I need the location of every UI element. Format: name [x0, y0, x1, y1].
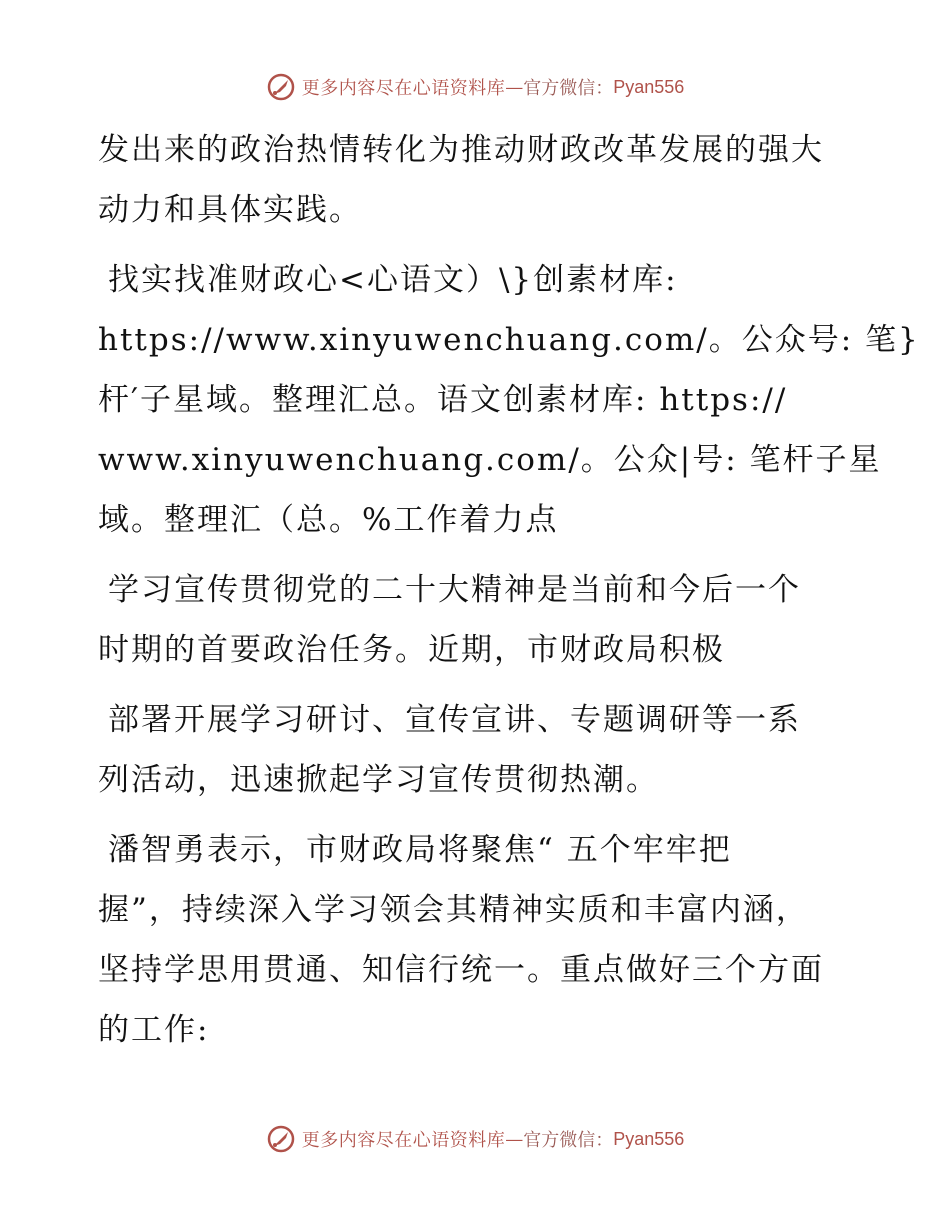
- text-line: 域。整理汇（总。%工作着力点: [98, 502, 559, 538]
- header-banner-main: 更多内容尽在心语资料库: [301, 78, 506, 99]
- text-line: 潘智勇表示，市财政局将聚焦“ 五个牢牢把: [108, 832, 732, 868]
- header-banner-wechat-id: Pyan556: [613, 76, 685, 97]
- header-banner-dash: —: [505, 76, 524, 98]
- text-line: 握”，持续深入学习领会其精神实质和丰富内涵，: [98, 892, 809, 928]
- text-line: 坚持学思用贯通、知信行统一。重点做好三个方面: [98, 952, 824, 988]
- text-line: 杆′子星域。整理汇总。语文创素材库: https://: [98, 382, 788, 418]
- paragraph-3: [98, 560, 858, 680]
- text-line: 动力和具体实践。: [98, 192, 362, 228]
- paragraph-1: [98, 120, 858, 240]
- footer-banner-sub: 官方微信：: [523, 1130, 614, 1151]
- text-line: 列活动，迅速掀起学习宣传贯彻热潮。: [98, 762, 659, 798]
- paragraph-5: [98, 820, 858, 1060]
- page-footer-banner: [0, 1124, 950, 1154]
- text-line: 学习宣传贯彻党的二十大精神是当前和今后一个: [108, 572, 801, 608]
- header-banner-sub: 官方微信：: [523, 78, 614, 99]
- text-line: 发出来的政治热情转化为推动财政改革发展的强大: [98, 132, 824, 168]
- quill-logo-icon: [266, 72, 296, 102]
- text-line: https://www.xinyuwenchuang.com/。公众号: 笔}: [98, 322, 920, 358]
- page-header-banner: [0, 72, 950, 102]
- quill-logo-icon: [266, 1124, 296, 1154]
- text-line: 部署开展学习研讨、宣传宣讲、专题调研等一系: [108, 702, 801, 738]
- footer-banner-dash: —: [505, 1128, 524, 1150]
- document-body: [98, 120, 920, 1060]
- text-line: 时期的首要政治任务。近期，市财政局积极: [98, 632, 725, 668]
- text-line: 找实找准财政心<心语文）\}创素材库:: [108, 262, 678, 298]
- footer-banner-wechat-id: Pyan556: [613, 1128, 685, 1149]
- paragraph-2: [98, 250, 920, 550]
- text-line: www.xinyuwenchuang.com/。公众|号: 笔杆子星: [98, 442, 882, 478]
- paragraph-4: [98, 690, 858, 810]
- footer-banner-main: 更多内容尽在心语资料库: [301, 1130, 506, 1151]
- text-line: 的工作:: [98, 1012, 210, 1048]
